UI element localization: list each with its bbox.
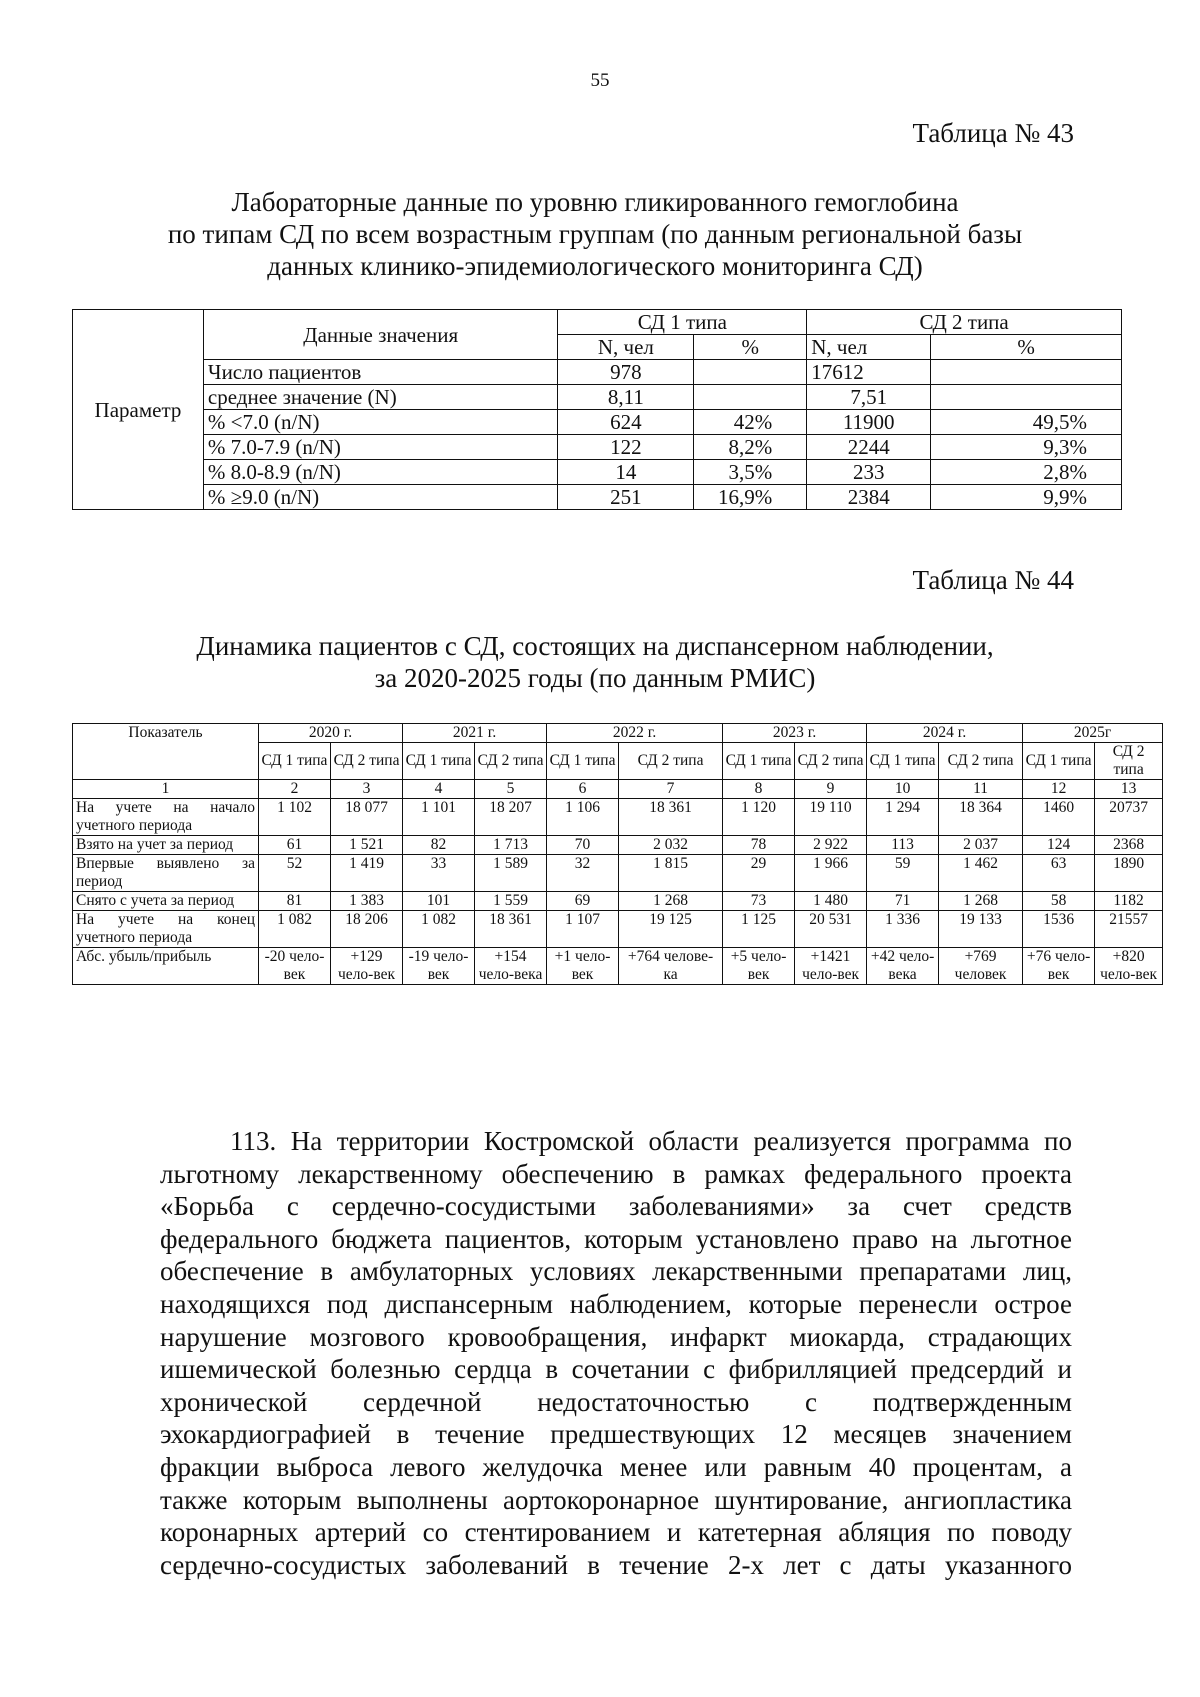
paragraph-line: 113. На территории Костромской области реализуется программа по [230, 1126, 1072, 1156]
table-row [73, 948, 1163, 985]
cell-p1 [694, 385, 807, 410]
paragraph-line: также которым выполнены аортокоронарное шунтирование, ангиопластика [160, 1484, 1072, 1515]
table-44 [72, 723, 1163, 985]
column-number: 5 [475, 780, 547, 799]
table-row [73, 435, 1122, 460]
row-label: Снято с учета за период [73, 892, 259, 911]
cell-n1: 8,11 [558, 385, 694, 410]
param-header: Параметр [73, 310, 204, 510]
type1-header: СД 1 типа [1023, 743, 1095, 780]
table-cell: 1 419 [331, 855, 403, 892]
table-cell: 61 [259, 836, 331, 855]
cell-n2: 2384 [807, 485, 931, 510]
paragraph-line: федерального бюджета пациентов, которым установлено право на льготное [160, 1223, 1072, 1254]
table-cell: 19 125 [619, 911, 723, 948]
paragraph-line: нарушение мозгового кровообращения, инфаркт миокарда, страдающих [160, 1321, 1072, 1352]
year-header: 2023 г. [723, 724, 867, 743]
caption-line: за 2020-2025 годы (по данным РМИС) [374, 663, 816, 693]
row-label: % ≥9.0 (n/N) [203, 485, 558, 510]
table-cell: 82 [403, 836, 475, 855]
paragraph-line: «Борьба с сердечно-сосудистыми заболеваниями» за счет средств [160, 1191, 1072, 1222]
sub-header-pct: % [931, 335, 1122, 360]
year-header: 2024 г. [867, 724, 1023, 743]
cell-p1: 8,2% [694, 435, 807, 460]
cell-p2 [931, 385, 1122, 410]
table-cell: 70 [547, 836, 619, 855]
column-number: 3 [331, 780, 403, 799]
table-cell: 1460 [1023, 799, 1095, 836]
table-row [73, 892, 1163, 911]
table-cell: 71 [867, 892, 939, 911]
table-cell: 2368 [1095, 836, 1163, 855]
table-cell: 1 125 [723, 911, 795, 948]
row-label: среднее значение (N) [203, 385, 558, 410]
table-cell: 73 [723, 892, 795, 911]
type1-header: СД 1 типа [403, 743, 475, 780]
table-cell: 1 294 [867, 799, 939, 836]
table-cell: 1 521 [331, 836, 403, 855]
column-number: 6 [547, 780, 619, 799]
table-row [73, 360, 1122, 385]
table-row [73, 911, 1163, 948]
table-cell: 63 [1023, 855, 1095, 892]
type2-header: СД 2 типа [331, 743, 403, 780]
cell-p2: 9,9% [931, 485, 1122, 510]
sub-header-n: N, чел [807, 335, 931, 360]
cell-p2: 9,3% [931, 435, 1122, 460]
cell-p1: 3,5% [694, 460, 807, 485]
paragraph-line: эхокардиографией в течение предшествующих 12 месяцев значением [160, 1419, 1072, 1450]
table-cell: 1 589 [475, 855, 547, 892]
table-cell: +764 челове-ка [619, 948, 723, 985]
values-header: Данные значения [203, 310, 558, 360]
table-cell: 1 815 [619, 855, 723, 892]
type2-header: СД 2 типа [1095, 743, 1163, 780]
table-cell: 1 336 [867, 911, 939, 948]
table-cell: 18 364 [939, 799, 1023, 836]
cell-p2: 49,5% [931, 410, 1122, 435]
table-cell: 1 268 [939, 892, 1023, 911]
table-row [73, 836, 1163, 855]
column-number: 7 [619, 780, 723, 799]
table44-caption [120, 630, 1070, 694]
cell-n2: 11900 [807, 410, 931, 435]
table-cell: +769 человек [939, 948, 1023, 985]
column-number: 12 [1023, 780, 1095, 799]
table-row [73, 485, 1122, 510]
cell-n1: 978 [558, 360, 694, 385]
table-row [73, 460, 1122, 485]
type1-header: СД 1 типа [867, 743, 939, 780]
row-label: % 8.0-8.9 (n/N) [203, 460, 558, 485]
group-header-type2: СД 2 типа [807, 310, 1122, 335]
row-label: На учете на начало учетного периода [73, 799, 259, 836]
table-cell: 1 559 [475, 892, 547, 911]
cell-n1: 14 [558, 460, 694, 485]
column-number: 4 [403, 780, 475, 799]
cell-p1: 42% [694, 410, 807, 435]
table-row [73, 799, 1163, 836]
table-cell: 113 [867, 836, 939, 855]
type2-header: СД 2 типа [619, 743, 723, 780]
table-cell: 19 110 [795, 799, 867, 836]
table-cell: +42 чело-века [867, 948, 939, 985]
table-row [73, 410, 1122, 435]
cell-n1: 122 [558, 435, 694, 460]
table-cell: 1 106 [547, 799, 619, 836]
table-cell: 18 207 [475, 799, 547, 836]
caption-line: Лабораторные данные по уровню гликированного гемоглобина [231, 187, 959, 217]
table-cell: 2 032 [619, 836, 723, 855]
table-cell: +1421 чело-век [795, 948, 867, 985]
cell-n2: 233 [807, 460, 931, 485]
paragraph-line: хронической сердечной недостаточностью с подтвержденным [160, 1386, 1072, 1417]
table44-label: Таблица № 44 [912, 565, 1074, 595]
column-number: 13 [1095, 780, 1163, 799]
table-cell: 1 082 [403, 911, 475, 948]
table-cell: +820 чело-век [1095, 948, 1163, 985]
table-cell: 32 [547, 855, 619, 892]
table-43 [72, 309, 1122, 510]
paragraph-line: обеспечение в амбулаторных условиях лекарственными препаратами лиц, [160, 1256, 1072, 1287]
table-cell: 1536 [1023, 911, 1095, 948]
table-cell: 1 480 [795, 892, 867, 911]
type2-header: СД 2 типа [475, 743, 547, 780]
table-cell: 81 [259, 892, 331, 911]
column-number: 9 [795, 780, 867, 799]
cell-p1 [694, 360, 807, 385]
cell-n2: 7,51 [807, 385, 931, 410]
column-number: 8 [723, 780, 795, 799]
caption-line: Динамика пациентов с СД, состоящих на диспансерном наблюдении, [196, 631, 994, 661]
row-label: Абс. убыль/прибыль [73, 948, 259, 985]
table-cell: 1 120 [723, 799, 795, 836]
table-cell: +129 чело-век [331, 948, 403, 985]
column-number: 11 [939, 780, 1023, 799]
table-cell: 33 [403, 855, 475, 892]
cell-n2: 2244 [807, 435, 931, 460]
table-cell: -19 чело-век [403, 948, 475, 985]
table-cell: +154 чело-века [475, 948, 547, 985]
table-cell: 1182 [1095, 892, 1163, 911]
table-cell: 20 531 [795, 911, 867, 948]
cell-n2: 17612 [807, 360, 931, 385]
table-cell: 19 133 [939, 911, 1023, 948]
paragraph-line: фракции выброса левого желудочка менее или равным 40 процентам, а [160, 1451, 1072, 1482]
table-cell: 101 [403, 892, 475, 911]
year-header: 2021 г. [403, 724, 547, 743]
table-cell: 1890 [1095, 855, 1163, 892]
table-cell: 1 713 [475, 836, 547, 855]
table-cell: 124 [1023, 836, 1095, 855]
table-cell: 78 [723, 836, 795, 855]
table-cell: 18 361 [619, 799, 723, 836]
type2-header: СД 2 типа [795, 743, 867, 780]
header-row-years [73, 724, 1163, 743]
caption-line: данных клинико-эпидемиологического мониторинга СД) [267, 251, 923, 281]
year-header: 2020 г. [259, 724, 403, 743]
table-cell: 18 206 [331, 911, 403, 948]
table-cell: 52 [259, 855, 331, 892]
table-cell: 1 107 [547, 911, 619, 948]
table-cell: +1 чело-век [547, 948, 619, 985]
row-label: На учете на конец учетного периода [73, 911, 259, 948]
year-header: 2025г [1023, 724, 1163, 743]
type1-header: СД 1 типа [723, 743, 795, 780]
paragraph-line: льготному лекарственному обеспечению в рамках федерального проекта [160, 1158, 1072, 1189]
paragraph-line: ишемической болезнью сердца в сочетании с фибрилляцией предсердий и [160, 1354, 1072, 1385]
table-cell: 21557 [1095, 911, 1163, 948]
table43-label: Таблица № 43 [912, 118, 1074, 148]
table-cell: -20 чело-век [259, 948, 331, 985]
table-cell: 20737 [1095, 799, 1163, 836]
table-cell: 59 [867, 855, 939, 892]
body-paragraph [160, 1125, 1072, 1581]
table-row [73, 855, 1163, 892]
row-label: % <7.0 (n/N) [203, 410, 558, 435]
table-cell: 58 [1023, 892, 1095, 911]
type2-header: СД 2 типа [939, 743, 1023, 780]
indicator-header: Показатель [73, 724, 259, 780]
table-cell: 1 966 [795, 855, 867, 892]
year-header: 2022 г. [547, 724, 723, 743]
page-number: 55 [590, 70, 610, 91]
table-cell: 18 361 [475, 911, 547, 948]
sub-header-n: N, чел [558, 335, 694, 360]
table-cell: 29 [723, 855, 795, 892]
type1-header: СД 1 типа [259, 743, 331, 780]
table-cell: 1 082 [259, 911, 331, 948]
caption-line: по типам СД по всем возрастным группам (по данным региональной базы [167, 219, 1023, 249]
table-cell: +76 чело-век [1023, 948, 1095, 985]
table-cell: 2 037 [939, 836, 1023, 855]
row-label: % 7.0-7.9 (n/N) [203, 435, 558, 460]
group-header-type1: СД 1 типа [558, 310, 807, 335]
cell-p1: 16,9% [694, 485, 807, 510]
table-cell: 1 383 [331, 892, 403, 911]
column-number: 2 [259, 780, 331, 799]
table-cell: +5 чело-век [723, 948, 795, 985]
cell-n1: 624 [558, 410, 694, 435]
row-label: Число пациентов [203, 360, 558, 385]
table-row [73, 385, 1122, 410]
cell-p2: 2,8% [931, 460, 1122, 485]
paragraph-line: сердечно-сосудистых заболеваний в течение 2-х лет с даты указанного [160, 1549, 1072, 1580]
column-number: 1 [73, 780, 259, 799]
table-cell: 1 102 [259, 799, 331, 836]
table43-caption [120, 186, 1070, 282]
table-cell: 1 462 [939, 855, 1023, 892]
column-number-row [73, 780, 1163, 799]
column-number: 10 [867, 780, 939, 799]
cell-n1: 251 [558, 485, 694, 510]
table-cell: 1 268 [619, 892, 723, 911]
type1-header: СД 1 типа [547, 743, 619, 780]
paragraph-line: коронарных артерий со стентированием и катетерная абляция по поводу [160, 1517, 1072, 1548]
table-cell: 1 101 [403, 799, 475, 836]
table-cell: 69 [547, 892, 619, 911]
row-label: Взято на учет за период [73, 836, 259, 855]
paragraph-line: находящихся под диспансерным наблюдением, которые перенесли острое [160, 1288, 1072, 1319]
cell-p2 [931, 360, 1122, 385]
sub-header-pct: % [694, 335, 807, 360]
table-cell: 2 922 [795, 836, 867, 855]
table-cell: 18 077 [331, 799, 403, 836]
row-label: Впервые выявлено за период [73, 855, 259, 892]
